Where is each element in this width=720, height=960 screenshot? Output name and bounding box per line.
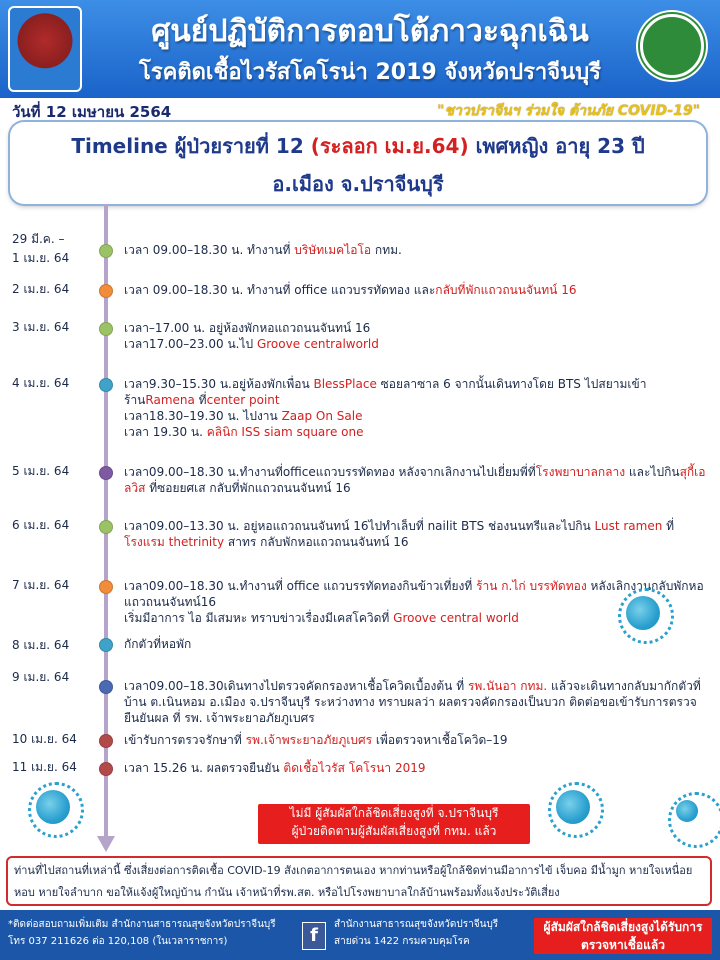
event-place-highlight: สุกี้เอลวิส [124,465,706,495]
virus-icon [626,596,660,630]
facebook-icon[interactable]: f [302,922,326,950]
contacts-tested-badge: ผู้สัมผัสใกล้ชิดเสี่ยงสูงได้รับการตรวจหาเชื้อแล้ว [534,918,712,954]
footer-facebook-page: สำนักงานสาธารณสุขจังหวัดปราจีนบุรี [334,919,499,930]
event-text: กทม. [371,243,402,257]
event-place-highlight: ร้าน ก.ไก่ บรรทัดทอง [476,579,587,593]
event-date: 5 เม.ย. 64 [12,464,70,478]
event-place-highlight: BlessPlace [313,377,377,391]
timeline-dot [99,580,113,594]
event-description [124,518,710,550]
event-place-highlight: โรงแรม thetrinity [124,535,225,549]
timeline-dot [99,284,113,298]
event-place-highlight: คลินิก ISS siam square one [206,425,364,439]
event-text: ซอยลาซาล 6 จากนั้นเดินทางโดย BTS ไปสยามเข้าร้าน [124,377,647,407]
event-place-highlight: Groove centralworld [256,337,379,351]
virus-icon [36,790,70,824]
header-banner [0,0,720,98]
event-place-highlight: Ramena [145,393,195,407]
case-title-part: Timeline ผู้ป่วยรายที่ 12 [71,134,304,158]
event-description [124,282,710,298]
event-date: 3 เม.ย. 64 [12,320,70,334]
case-title-wave: (ระลอก เม.ย.64) [310,134,469,158]
event-text: หลังเลิกงานกลับพักหอแถวถนนจันทน์16 [124,579,704,609]
event-description [124,636,710,652]
footer-contact-phone: โทร 037 211626 ต่อ 120,108 (ในเวลาราชการ) [8,936,228,947]
event-date: 4 เม.ย. 64 [12,376,70,390]
event-description [124,760,710,776]
event-place-highlight: โรงพยาบาลกลาง [535,465,626,479]
event-text: เริ่มมีอาการ ไอ มีเสมหะ ทราบข่าวเรื่องมีเคสโควิดที่ [124,611,394,625]
footer [0,910,720,960]
event-place-highlight: Lust ramen [594,519,663,533]
timeline-dot [99,762,113,776]
provincial-seal-logo [8,6,82,92]
footer-contact-line1: *ติดต่อสอบถามเพิ่มเติม สำนักงานสาธารณสุขจังหวัดปราจีนบุรี [8,919,276,930]
event-date: 9 เม.ย. 64 [12,670,70,684]
event-text: ที่ซอยยศเส กลับที่พักแถวถนนจันทน์ 16 [145,481,351,495]
event-place-highlight: รพ.เจ้าพระยาอภัยภูเบศร [245,733,373,747]
case-title-box [10,122,706,204]
timeline-dot [99,378,113,392]
event-date: 11 เม.ย. 64 [12,760,77,774]
event-text: สาทร กลับพักหอแถวถนนจันทน์ 16 [224,535,409,549]
footer-facebook-info [334,916,498,950]
footer-contact [8,916,276,950]
report-date: วันที่ 12 เมษายน 2564 [12,103,172,121]
case-title-demographics: เพศหญิง อายุ 23 ปี [475,134,645,158]
virus-icon [556,790,590,824]
event-text: กักตัวที่หอพัก [124,637,192,651]
event-text: เวลา 19.30 น. [124,425,207,439]
event-text: ที่ [662,519,675,533]
event-description [124,376,710,440]
event-date: 6 เม.ย. 64 [12,518,70,532]
event-place-highlight: รพ.นันอา กทม. [467,679,548,693]
case-title-line1 [10,130,706,162]
event-text: เวลา 15.26 น. ผลตรวจยืนยัน [124,761,284,775]
event-text: เวลา9.30–15.30 น.อยู่ห้องพักเพื่อน [124,377,314,391]
event-text: เวลา17.00–23.00 น.ไป [124,337,257,351]
event-text: เวลา 09.00–18.30 น. ทำงานที่ [124,243,295,257]
event-description [124,464,710,496]
event-text: เวลา09.00–18.30เดินทางไปตรวจคัดกรองหาเชื้อโควิดเบื้องต้น ที่ [124,679,468,693]
advice-box: ท่านที่ไปสถานที่เหล่านี้ ซึ่งเสี่ยงต่อการติดเชื้อ COVID-19 สังเกตอาการตนเอง หากท่านหรือผู้ใกล้ชิดท่านมีอาการไข้ เจ็บคอ มีน้ำมูก หายใจเหนื่อยหอบ หายใจลำบาก ขอให้แจ้งผู้ใหญ่บ้าน กำนัน เจ้าหน้าที่รพ.สต. หรือไปโรงพยาบาลใกล้บ้านพร้อมทั้งแจ้งประวัติเสี่ยง [6,856,712,906]
event-text: เวลา09.00–13.30 น. อยู่หอแถวถนนจันทน์ 16ไปทำเล็บที่ nailit BTS ช่องนนทรีและไปกิน [124,519,595,533]
event-place-highlight: ติดเชื้อไวรัส โคโรนา 2019 [283,761,426,775]
event-text: เพื่อตรวจหาเชื้อโควิด–19 [372,733,508,747]
header-subtitle: โรคติดเชื้อไวรัสโคโรน่า 2019 จังหวัดปราจีนบุรี [139,60,601,85]
event-text: เวลา 09.00–18.30 น. ทำงานที่ office แถวบรรทัดทอง และ [124,283,436,297]
event-text: และไปกิน [625,465,680,479]
timeline-dot [99,322,113,336]
event-text: เวลา18.30–19.30 น. ไปงาน [124,409,282,423]
virus-icon [676,800,698,822]
timeline-dot [99,638,113,652]
notice-line2: ผู้ป่วยติดตามผู้สัมผัสเสี่ยงสูงที่ กทม. แล้ว [291,824,497,838]
event-text: แล้วจะเดินทางกลับมากักตัวที่บ้าน ต.เนินหอม อ.เมือง จ.ปราจีนบุรี ระหว่างทาง ทราบผลว่า ผลตรวจคัดกรองเป็นบวก ติดต่อขอเข้ารับการตรวจยืนยันผล ที่ รพ. เจ้าพระยาอภัยภูเบศร [124,679,701,725]
event-date: 7 เม.ย. 64 [12,578,70,592]
event-description [124,320,710,352]
event-description [124,678,710,726]
event-text: เข้ารับการตรวจรักษาที่ [124,733,246,747]
event-place-highlight: Groove central world [393,611,519,625]
event-date: 2 เม.ย. 64 [12,282,70,296]
event-place-highlight: Zaap On Sale [281,409,363,423]
event-date: 29 มี.ค. – 1 เม.ย. 64 [12,232,70,265]
event-text: เวลา–17.00 น. อยู่ห้องพักหอแถวถนนจันทน์ 16 [124,321,371,335]
event-text: เวลา09.00–18.30 น.ทำงานที่officeแถวบรรทัดทอง หลังจากเลิกงานไปเยี่ยมพี่ที่ [124,465,536,479]
event-place-highlight: กลับที่พักแถวถนนจันทน์ 16 [435,283,577,297]
notice-line1: ไม่มี ผู้สัมผัสใกล้ชิดเสี่ยงสูงที่ จ.ปราจีนบุรี [289,806,499,820]
event-description [124,242,710,258]
event-text: ที่ [194,393,207,407]
slogan: "ชาวปราจีนฯ ร่วมใจ ต้านภัย COVID-19" [437,103,700,119]
event-date: 10 เม.ย. 64 [12,732,77,746]
timeline-dot [99,244,113,258]
timeline-dot [99,734,113,748]
timeline-dot [99,520,113,534]
ministry-of-public-health-logo [636,10,708,82]
case-title-location: อ.เมือง จ.ปราจีนบุรี [272,172,444,196]
event-text: เวลา09.00–18.30 น.ทำงานที่ office แถวบรรทัดทองกินข้าวเที่ยงที่ [124,579,477,593]
event-date: 8 เม.ย. 64 [12,638,70,652]
event-description [124,732,710,748]
event-place-highlight: center point [206,393,280,407]
timeline-dot [99,466,113,480]
header-title: ศูนย์ปฏิบัติการตอบโต้ภาวะฉุกเฉิน [151,14,589,49]
timeline-dot [99,680,113,694]
event-place-highlight: บริษัทเมคไอโอ [294,243,372,257]
no-high-risk-contact-notice [258,804,530,844]
timeline-arrow [97,836,115,852]
footer-hotline: สายด่วน 1422 กรมควบคุมโรค [334,936,470,947]
